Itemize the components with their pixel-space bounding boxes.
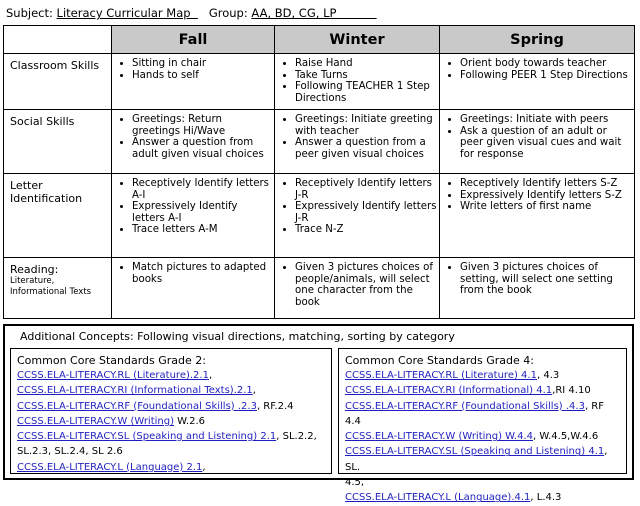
table-cell bbox=[440, 258, 635, 319]
standard-line bbox=[345, 399, 622, 430]
list-item: • Orient body towards teacher bbox=[460, 58, 632, 70]
list-item: • Trace letters A-M bbox=[132, 224, 272, 236]
standard-extra: , SL. bbox=[345, 446, 608, 473]
bullet-list bbox=[281, 262, 437, 308]
standard-link[interactable]: CCSS.ELA-LITERACY.SL (Speaking and Listening) 2.1 bbox=[17, 431, 277, 443]
bullet-list bbox=[118, 262, 272, 285]
table-row bbox=[4, 258, 635, 319]
grade2-title: Common Core Standards Grade 2: bbox=[17, 354, 207, 367]
list-item: • Answer a question from adult given visual choices bbox=[132, 137, 272, 160]
standard-link[interactable]: CCSS.ELA-LITERACY.RF (Foundational Skills) .2.3 bbox=[17, 400, 257, 412]
list-item: • Trace N-Z bbox=[295, 224, 437, 236]
standard-line bbox=[345, 444, 622, 475]
list-item: • Following PEER 1 Step Directions bbox=[460, 70, 632, 82]
standard-extra: , bbox=[208, 370, 213, 381]
standard-line bbox=[345, 475, 622, 490]
season-header-fall: Fall bbox=[112, 26, 275, 54]
standard-line bbox=[17, 460, 327, 475]
standard-extra: , bbox=[202, 461, 206, 473]
standard-line bbox=[345, 490, 622, 505]
standard-link[interactable]: CCSS.ELA-LITERACY.W (Writing) W.4.4 bbox=[345, 431, 533, 443]
bullet-list bbox=[446, 58, 632, 81]
table-cell bbox=[275, 174, 440, 258]
table-cell bbox=[440, 110, 635, 174]
standard-link[interactable]: CCSS.ELA-LITERACY.L (Language).4.1 bbox=[345, 492, 531, 504]
list-item: • Receptively Identify letters S-Z bbox=[460, 178, 632, 190]
list-item: • Greetings: Return greetings Hi/Wave bbox=[132, 114, 272, 137]
list-item: • Match pictures to adapted books bbox=[132, 262, 272, 285]
bullet-list bbox=[118, 58, 272, 81]
table-row bbox=[4, 174, 635, 258]
standard-extra: , SL.2.2, bbox=[276, 431, 317, 443]
table-row bbox=[4, 110, 635, 174]
standard-link[interactable]: CCSS.ELA-LITERACY.RF (Foundational Skills) .4.3 bbox=[345, 400, 585, 412]
table-cell bbox=[440, 54, 635, 110]
standard-line bbox=[17, 414, 327, 429]
list-item: • Expressively Identify letters J-R bbox=[295, 201, 437, 224]
row-header bbox=[4, 110, 112, 174]
bullet-list bbox=[118, 114, 272, 160]
grade4-standards-box bbox=[338, 348, 627, 504]
additional-concepts: Additional Concepts: Following visual directions, matching, sorting by category bbox=[20, 330, 455, 343]
list-item: • Given 3 pictures choices of people/animals, will select one character from the book bbox=[295, 262, 437, 308]
bullet-list bbox=[281, 58, 437, 104]
list-item: • Take Turns bbox=[295, 70, 437, 82]
table-cell bbox=[275, 110, 440, 174]
bullet-list bbox=[446, 262, 632, 297]
list-item: • Hands to self bbox=[132, 70, 272, 82]
bullet-list bbox=[446, 114, 632, 160]
bullet-list bbox=[118, 178, 272, 236]
grade2-standards-box bbox=[10, 348, 332, 474]
list-item: • Expressively Identify letters A-I bbox=[132, 201, 272, 224]
table-cell bbox=[112, 54, 275, 110]
standard-link[interactable]: CCSS.ELA-LITERACY.RL (Literature) 4.1 bbox=[345, 370, 537, 381]
list-item: • Answer a question from a peer given visual choices bbox=[295, 137, 437, 160]
curriculum-table bbox=[3, 25, 635, 319]
list-item: • Expressively Identify letters S-Z bbox=[460, 190, 632, 202]
standard-line bbox=[345, 383, 622, 398]
standard-line bbox=[345, 429, 622, 444]
season-header-winter: Winter bbox=[275, 26, 440, 54]
standard-link[interactable]: CCSS.ELA-LITERACY.RL (Literature).2.1 bbox=[17, 370, 209, 381]
table-row bbox=[4, 54, 635, 110]
list-item: • Following TEACHER 1 Step Directions bbox=[295, 81, 437, 104]
standard-link[interactable]: CCSS.ELA-LITERACY.W (Writing) bbox=[17, 415, 174, 427]
standard-link[interactable]: CCSS.ELA-LITERACY.SL (Speaking and Listening) 4.1 bbox=[345, 446, 605, 458]
bullet-list bbox=[446, 178, 632, 213]
table-cell bbox=[440, 174, 635, 258]
list-item: • Ask a question of an adult or peer given visual cues and wait for response bbox=[460, 126, 632, 161]
standard-extra: W.2.6 bbox=[174, 415, 206, 427]
row-label: Classroom Skills bbox=[10, 59, 100, 72]
table-cell bbox=[112, 174, 275, 258]
standard-link[interactable]: CCSS.ELA-LITERACY.RI (Informational Texts).2.1 bbox=[17, 385, 253, 397]
list-item: • Receptively Identify letters A-I bbox=[132, 178, 272, 201]
bullet-list bbox=[281, 178, 437, 236]
row-label: Letter Identification bbox=[10, 179, 83, 205]
standard-extra: , bbox=[252, 385, 256, 397]
corner-cell bbox=[4, 26, 112, 54]
standard-extra: 4.5, bbox=[345, 477, 365, 489]
table-cell bbox=[275, 258, 440, 319]
row-label: Reading: bbox=[10, 263, 59, 276]
standard-line bbox=[17, 444, 327, 459]
row-sublabel: Literature, Informational Texts bbox=[10, 276, 92, 297]
grade4-title: Common Core Standards Grade 4: bbox=[345, 354, 535, 367]
standard-extra: , RF 4.4 bbox=[345, 400, 605, 427]
row-header bbox=[4, 258, 112, 319]
standard-extra: SL.2.3, SL.2.4, SL 2.6 bbox=[17, 446, 123, 458]
standard-link[interactable]: CCSS.ELA-LITERACY.RI (Informational) 4.1 bbox=[345, 385, 553, 397]
group-label: Group: bbox=[208, 6, 248, 20]
standards-section bbox=[3, 324, 634, 504]
subject-line bbox=[6, 6, 377, 20]
standard-extra: , RF.2.4 bbox=[256, 400, 294, 412]
standard-line bbox=[17, 383, 327, 398]
list-item: • Greetings: Initiate with peers bbox=[460, 114, 632, 126]
standard-link[interactable]: CCSS.ELA-LITERACY.L (Language) 2.1 bbox=[17, 461, 203, 473]
standard-line bbox=[17, 368, 327, 383]
row-label: Social Skills bbox=[10, 115, 75, 128]
subject-value: Literacy Curricular Map bbox=[56, 6, 191, 20]
standard-line bbox=[17, 429, 327, 444]
list-item: • Given 3 pictures choices of setting, will select one setting from the book bbox=[460, 262, 632, 297]
group-value: AA, BD, CG, LP bbox=[251, 6, 337, 20]
standard-line bbox=[17, 399, 327, 414]
table-cell bbox=[112, 110, 275, 174]
subject-label: Subject: bbox=[6, 6, 53, 20]
row-header bbox=[4, 174, 112, 258]
list-item: • Raise Hand bbox=[295, 58, 437, 70]
row-header bbox=[4, 54, 112, 110]
standard-extra: ,RI 4.10 bbox=[552, 385, 591, 397]
standard-line bbox=[345, 368, 622, 383]
list-item: • Greetings: Initiate greeting with teacher bbox=[295, 114, 437, 137]
bullet-list bbox=[281, 114, 437, 160]
standard-extra: , W.4.5,W.4.6 bbox=[533, 431, 599, 443]
standard-extra: , L.4.3 bbox=[530, 492, 562, 504]
season-header-spring: Spring bbox=[440, 26, 635, 54]
list-item: • Receptively Identify letters J-R bbox=[295, 178, 437, 201]
list-item: • Write letters of first name bbox=[460, 201, 632, 213]
table-cell bbox=[275, 54, 440, 110]
standard-extra: , 4.3 bbox=[536, 370, 560, 381]
table-cell bbox=[112, 258, 275, 319]
list-item: • Sitting in chair bbox=[132, 58, 272, 70]
